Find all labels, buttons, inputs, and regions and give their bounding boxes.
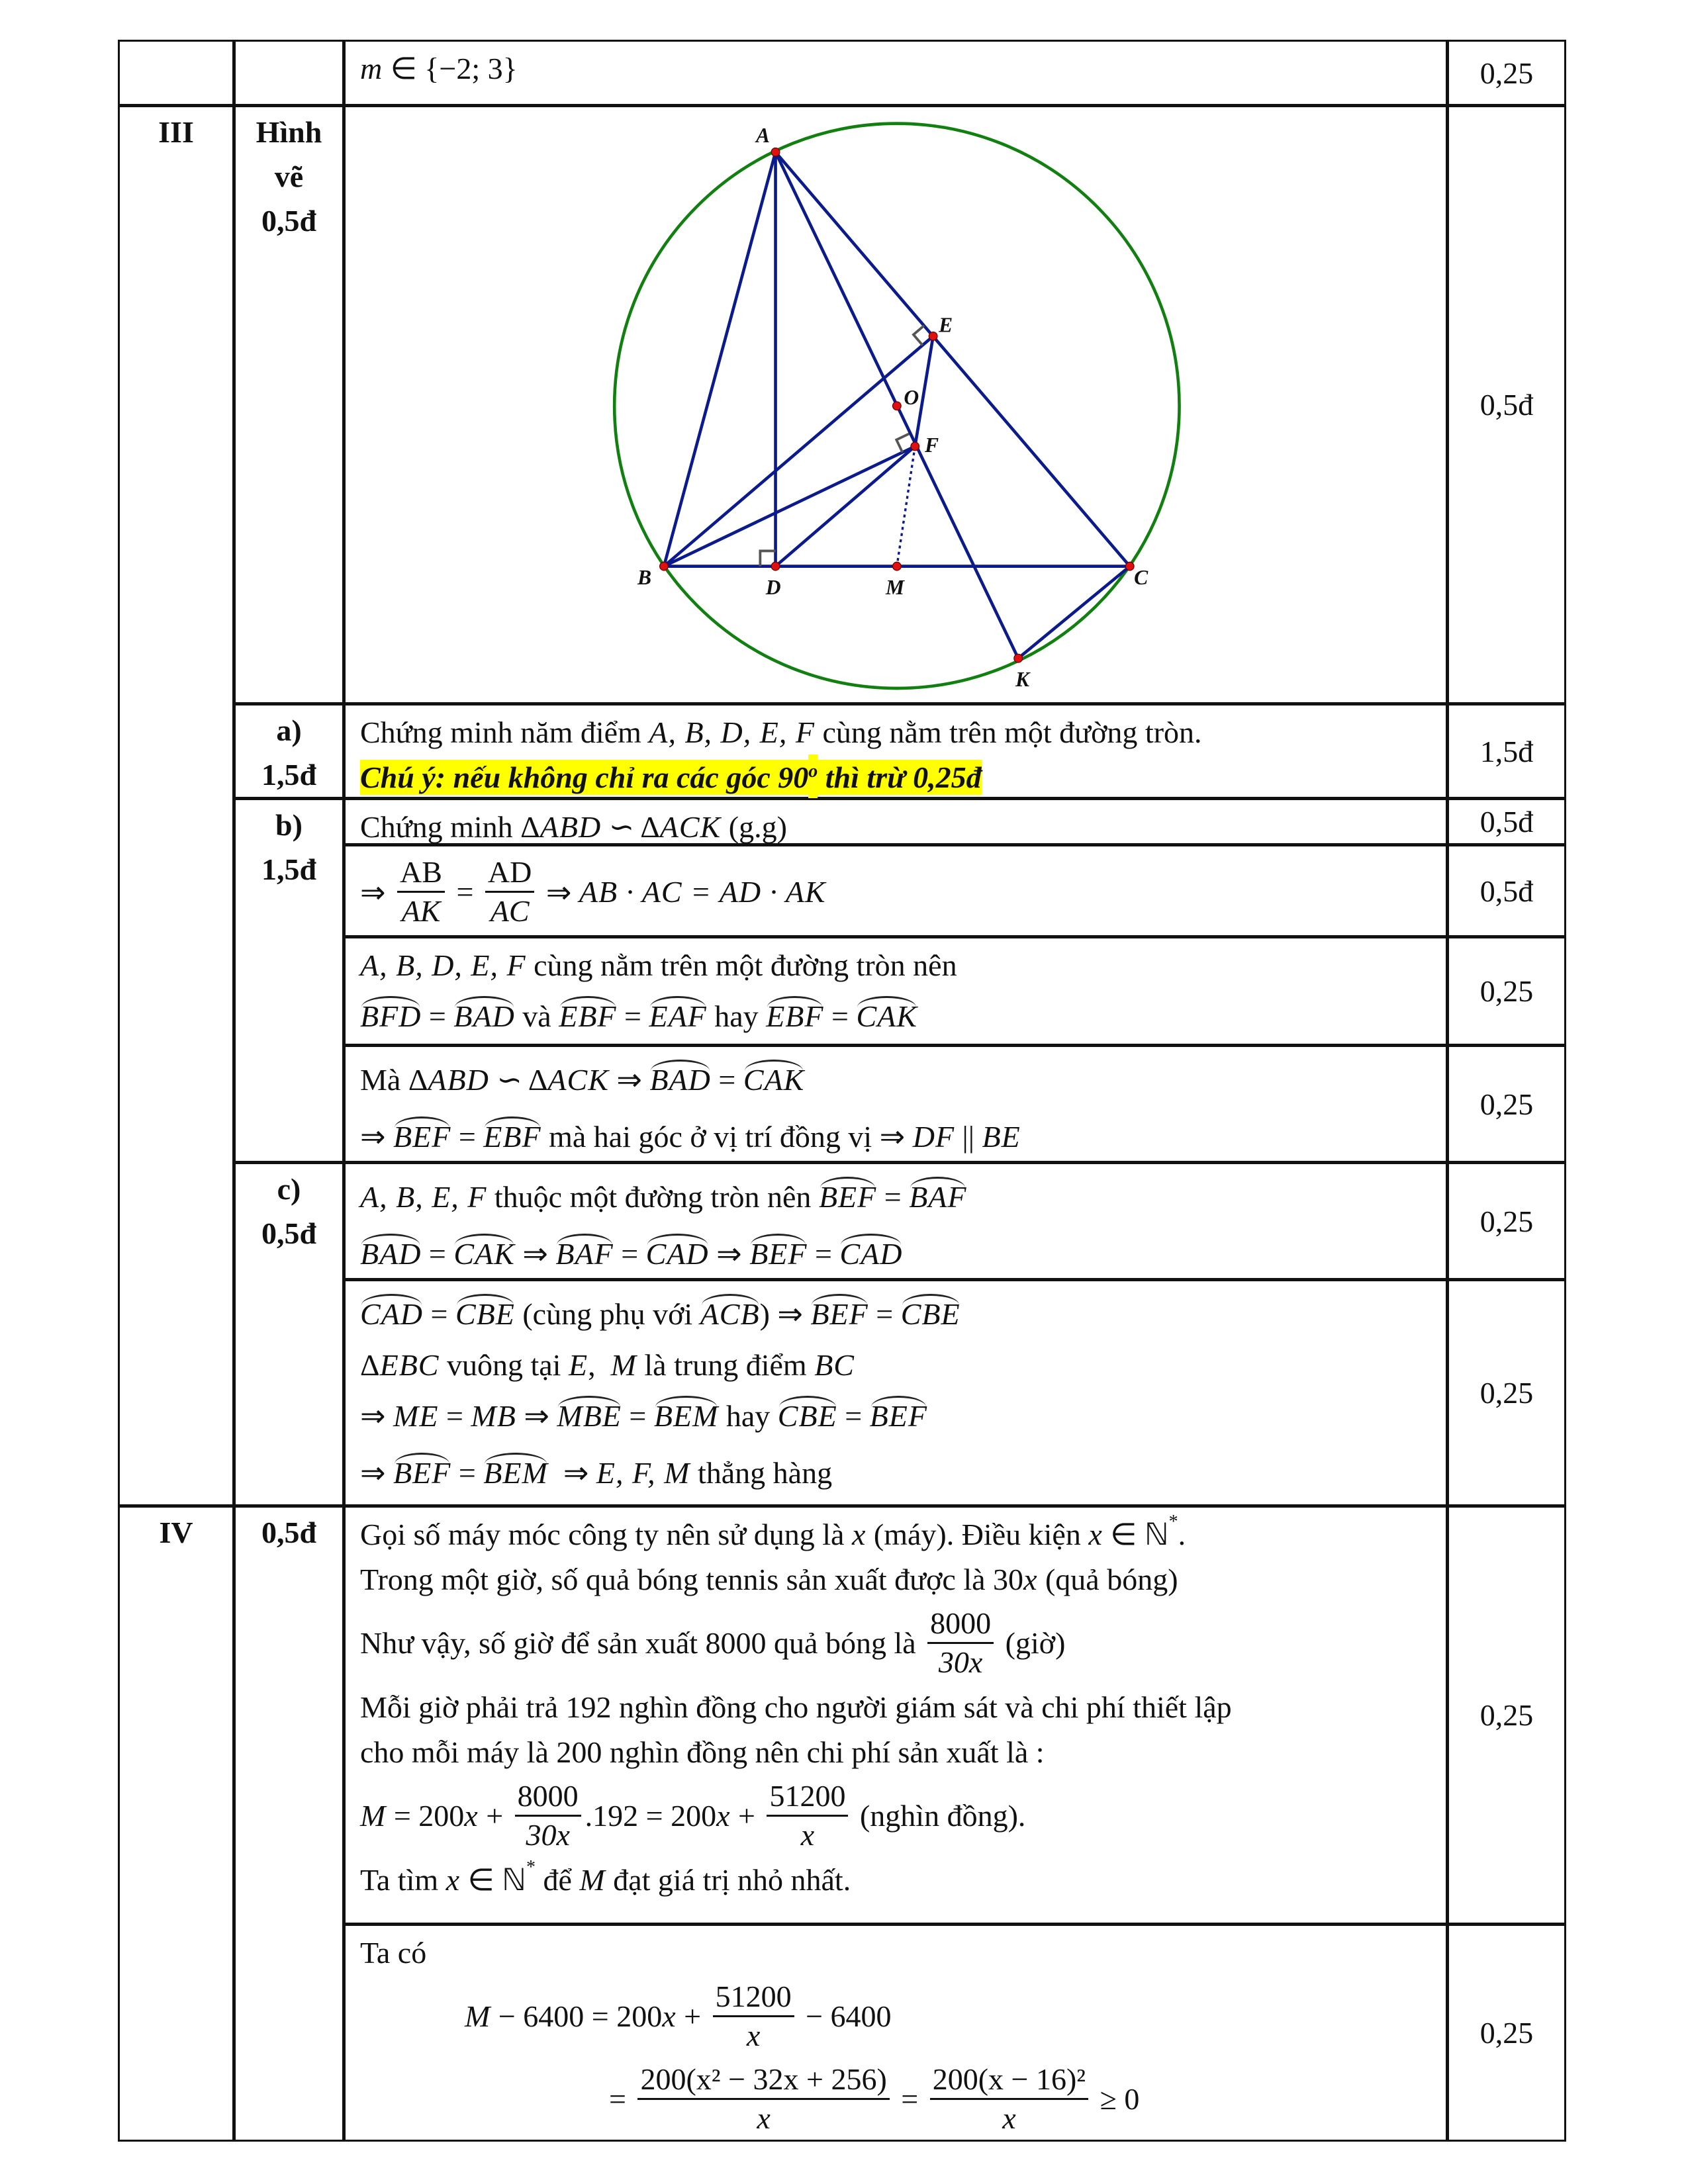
score-value: 0,25 [1479,2016,1534,2050]
angle-notation: CAD [645,1236,709,1271]
math-expression: M [360,1799,387,1833]
score-value: 0,25 [1479,56,1534,90]
text-segment: Ta có [360,1935,427,1970]
part-c-title: c) [277,1172,301,1206]
text-line [360,1285,1446,1342]
text-segment: đạt giá trị nhỏ nhất. [605,1862,851,1897]
text-line [360,1975,1446,2058]
text-line [360,942,1446,987]
text-segment: ⇒ [608,1063,650,1097]
fraction [713,1978,794,2054]
text-line [360,1225,1446,1282]
text-segment: ∈ {−2; 3} [383,52,518,85]
text-segment: ⇒ [514,1237,556,1271]
angle-notation: CBE [900,1297,961,1331]
part-c-points: 0,5đ [261,1216,317,1250]
text-segment: − 6400 [798,1999,892,2033]
text-segment: thuộc một đường tròn nên [487,1179,819,1214]
math-expression: E, F, M [596,1455,690,1490]
score-value: 0,25 [1479,974,1534,1008]
text-line [360,2058,1446,2140]
angle-notation: MBE [557,1398,622,1433]
score-cell [1447,1162,1566,1280]
fraction-denominator: AK [401,894,441,928]
fraction-numerator: 200(x − 16)² [930,2061,1088,2100]
text-segment: Chứng minh năm điểm [360,715,649,749]
angle-notation: CAD [839,1236,903,1271]
text-segment: cho mỗi máy là 200 nghìn đồng nên chi phí sản xuất là : [360,1735,1045,1769]
score-cell [1447,40,1566,106]
label-O: O [904,386,919,410]
math-expression: A, B, D, E, F [649,715,815,749]
part-a-points: 1,5đ [261,758,317,792]
text-line [360,754,1446,799]
angle-notation: BFD [360,999,422,1033]
score-value: 0,25 [1479,1204,1534,1238]
text-segment: ⇒ [360,875,394,909]
text-line [360,46,1446,91]
math-expression: m [360,51,383,85]
text-segment: (nghìn đồng). [852,1799,1026,1833]
text-segment: = [868,1297,901,1331]
angle-notation: ACB [700,1297,760,1331]
text-segment: mà hai góc ở vị trí đồng vị ⇒ [541,1120,913,1154]
fraction-numerator: 200(x² − 32x + 256) [637,2061,889,2100]
text-line [360,709,1446,754]
math-expression: DF [912,1119,955,1154]
text-segment: ⇒ [538,875,579,909]
text-line [360,1774,1446,1857]
text-line [360,1602,1446,1684]
angle-notation: BAF [555,1236,614,1271]
angle-notation: BEF [869,1398,927,1433]
score-cell [1447,798,1566,845]
text-segment: = [876,1179,910,1214]
text-line [360,850,1446,933]
figure-points: 0,5đ [261,204,317,238]
angle-notation: BAD [360,1236,422,1271]
angle-notation: CAK [453,1236,515,1271]
part-a-title: a) [276,713,302,747]
text-segment: ⇒ [360,1399,394,1433]
fraction [637,2061,889,2137]
part-label-c [234,1162,344,1506]
superscript: * [526,1857,536,1878]
text-segment: .192 = 200 [585,1799,717,1833]
angle-notation: EBF [483,1119,541,1154]
angle-notation: BAF [909,1179,967,1214]
superscript: * [1168,1512,1178,1532]
text-segment: = [893,2082,926,2116]
content-cell [344,105,1448,704]
text-line [360,1168,1446,1225]
angle-notation: CBE [455,1297,515,1331]
content-cell [344,1506,1448,1925]
text-segment: = 200 [386,1799,465,1833]
angle-notation: BEF [393,1119,451,1154]
label-M: M [886,575,905,599]
math-expression: x [1023,1562,1038,1596]
math-expression: ACK [659,809,722,844]
text-segment: = [438,1398,471,1433]
angle-notation: EBF [559,999,617,1033]
fraction [515,1778,581,1854]
highlighted-note: thì trừ 0,25đ [818,760,982,794]
text-segment: = [710,1062,743,1097]
text-segment: . [1178,1517,1186,1551]
score-cell [1447,704,1566,799]
math-expression: MB [471,1398,516,1433]
text-segment: ∈ ℕ [1102,1518,1169,1551]
part-label-a [234,704,344,799]
text-line [360,1051,1446,1108]
score-cell [1447,1506,1566,1925]
score-cell [1447,105,1566,704]
text-segment: = [621,1398,654,1433]
content-cell [344,1162,1448,1280]
text-segment: Trong một giờ, số quả bóng tennis sản xuất được là 30 [360,1562,1024,1596]
text-segment: ⇒ [360,1120,394,1154]
fraction [930,2061,1088,2137]
text-segment: = [451,1455,484,1490]
text-segment: ⇒ [708,1237,750,1271]
math-expression: EBC [379,1347,440,1382]
fraction [767,1778,848,1854]
math-expression: ABD [539,809,602,844]
math-expression: BE [982,1119,1021,1154]
label-K: K [1015,667,1030,691]
text-segment: + [478,1799,511,1833]
figure-label-line: Hình [256,115,322,149]
text-segment: Mỗi giờ phải trả 192 nghìn đồng cho người giám sát và chi phí thiết lập [360,1690,1232,1724]
math-expression: x [445,1862,461,1897]
fraction-denominator: x [757,2101,771,2135]
part-b-title: b) [275,808,303,842]
text-segment: = [421,1236,454,1271]
text-segment: Chứng minh Δ [360,809,540,844]
math-expression: x [851,1517,867,1551]
text-segment: = [423,1297,455,1331]
text-segment: = [616,999,649,1033]
label-E: E [939,313,953,337]
fraction-numerator: AD [485,854,534,893]
angle-notation: BEM [483,1455,548,1490]
text-segment: = [807,1236,840,1271]
text-segment: ∽ Δ [601,810,660,844]
text-line [360,1857,1446,1902]
fraction [485,854,534,930]
score-value: 0,25 [1479,1376,1534,1410]
score-value: 0,5đ [1479,388,1534,422]
text-segment: ⇒ [360,1456,394,1490]
text-segment: Ta tìm [360,1862,446,1897]
part-cell-empty [234,40,344,106]
label-A: A [756,124,771,148]
math-expression: A, B, D, E, F [360,948,526,982]
score-value: 1,5đ [1479,734,1534,768]
fraction-denominator: x [746,2019,761,2052]
angle-notation: BEF [810,1297,868,1331]
figure-label-line: vẽ [274,159,304,193]
text-line [360,1342,1446,1387]
text-segment: cùng nằm trên một đường tròn. [814,715,1202,749]
text-segment: (quả bóng) [1037,1562,1178,1596]
text-segment: = [448,875,481,909]
angle-notation: EAF [649,999,707,1033]
math-expression: M [610,1347,637,1382]
highlighted-superscript: o [808,754,818,799]
part-label-figure [234,105,344,704]
text-segment: ∽ Δ [489,1063,548,1097]
angle-notation: BEM [653,1398,719,1433]
score-value: 0,5đ [1479,805,1534,839]
math-expression: x [1088,1517,1103,1551]
fraction-numerator: 8000 [515,1778,581,1817]
text-segment: − 6400 = 200 [491,1999,663,2033]
text-line [360,1684,1446,1729]
fraction-denominator: x [800,1818,815,1852]
section-label-III [118,105,234,1506]
text-line [360,1444,1446,1501]
math-expression: x [662,1999,677,2033]
section-III-text: III [158,115,194,149]
part-IV-points: 0,5đ [261,1516,317,1549]
text-segment: || [955,1119,982,1154]
math-expression: E [568,1347,588,1382]
angle-notation: CAD [360,1297,423,1331]
fraction-denominator: x [1002,2101,1016,2135]
score-cell [1447,936,1566,1046]
score-value: 0,5đ [1479,874,1534,908]
fraction-numerator: 51200 [767,1778,848,1817]
content-cell [344,798,1448,845]
angle-notation: CAK [743,1062,805,1097]
fraction-denominator: 30x [526,1818,570,1852]
score-cell [1447,1279,1566,1506]
text-segment: (cùng phụ với [514,1297,700,1331]
math-expression: ACK [547,1062,609,1097]
text-segment: = [421,999,454,1033]
math-expression: ME [393,1398,439,1433]
math-expression: x [464,1799,479,1833]
fraction-denominator: 30x [938,1645,983,1679]
part-label-b [234,798,344,1163]
text-line [360,1108,1446,1165]
math-expression: x [716,1799,731,1833]
math-expression: A, B, E, F [360,1179,487,1214]
angle-notation: BAD [453,999,515,1033]
text-segment: vuông tại [439,1347,569,1382]
text-line [360,1557,1446,1602]
label-D: D [765,575,781,599]
label-C: C [1134,566,1149,590]
text-segment: = [609,2082,634,2116]
fraction [397,854,445,930]
text-segment: ⇒ [547,1456,596,1490]
text-segment: là trung điểm [636,1347,815,1382]
label-B: B [637,566,652,590]
text-segment: (g.g) [721,809,787,844]
content-cell [344,844,1448,937]
angle-notation: BEF [749,1236,808,1271]
angle-notation: BEF [393,1455,451,1490]
text-line [360,1930,1446,1975]
angle-notation: BAD [649,1062,711,1097]
score-cell [1447,1924,1566,2142]
fraction-numerator: 51200 [713,1978,794,2017]
text-line [360,1387,1446,1444]
text-segment: (máy). Điều kiện [866,1517,1089,1551]
text-segment: Mà Δ [360,1062,428,1097]
text-segment: Như vậy, số giờ để sản xuất 8000 quả bóng là [360,1626,924,1660]
fraction-numerator: 8000 [927,1605,994,1644]
text-segment: cùng nằm trên một đường tròn nên [526,948,957,982]
text-segment: và [514,999,559,1033]
section-label-IV [118,1506,234,2142]
fraction [927,1605,994,1681]
angle-notation: EBF [766,999,824,1033]
score-value: 0,25 [1479,1087,1534,1121]
text-segment: hay [706,999,767,1033]
text-segment: thẳng hàng [690,1455,833,1490]
score-cell [1447,1045,1566,1163]
fraction-numerator: AB [397,854,445,893]
text-line [360,804,1446,849]
text-segment: (giờ) [998,1626,1066,1660]
math-expression: M [465,1999,491,2033]
text-line [360,1512,1446,1557]
text-segment: để [535,1862,580,1897]
content-cell [344,1924,1448,2142]
part-label-IV [234,1506,344,2142]
part-b-points: 1,5đ [261,852,317,886]
text-segment: + [676,1999,709,2033]
math-expression: ABD [428,1062,489,1097]
text-segment: ∈ ℕ [460,1863,526,1897]
text-segment: + [730,1799,763,1833]
content-cell [344,704,1448,799]
label-F: F [925,433,939,457]
angle-notation: CAK [856,999,917,1033]
text-segment: , [588,1347,611,1382]
angle-notation: CBE [777,1398,837,1433]
text-segment: ) ⇒ [759,1297,811,1331]
math-expression: BC [814,1347,855,1382]
content-cell [344,936,1448,1046]
text-segment: = [613,1236,646,1271]
score-value: 0,25 [1479,1698,1534,1732]
content-cell [344,40,1448,106]
text-segment: Gọi số máy móc công ty nên sử dụng là [360,1517,852,1551]
text-line [360,987,1446,1044]
text-segment: ⇒ [516,1399,557,1433]
text-segment: hay [718,1398,778,1433]
score-cell [1447,844,1566,937]
math-expression: AB · AC = AD · AK [579,875,826,909]
section-IV-text: IV [159,1516,193,1549]
highlighted-note: Chú ý: nếu không chỉ ra các góc 90 [360,760,809,794]
text-segment: = [837,1398,870,1433]
text-segment: Δ [360,1347,380,1382]
angle-notation: BEF [818,1179,877,1214]
text-segment: ≥ 0 [1092,2082,1140,2116]
text-segment: = [823,999,857,1033]
text-line [360,1729,1446,1774]
fraction-denominator: AC [490,894,530,928]
content-cell [344,1045,1448,1163]
section-cell-empty [118,40,234,106]
text-segment: = [451,1119,484,1154]
content-cell [344,1279,1448,1506]
math-expression: M [579,1862,606,1897]
